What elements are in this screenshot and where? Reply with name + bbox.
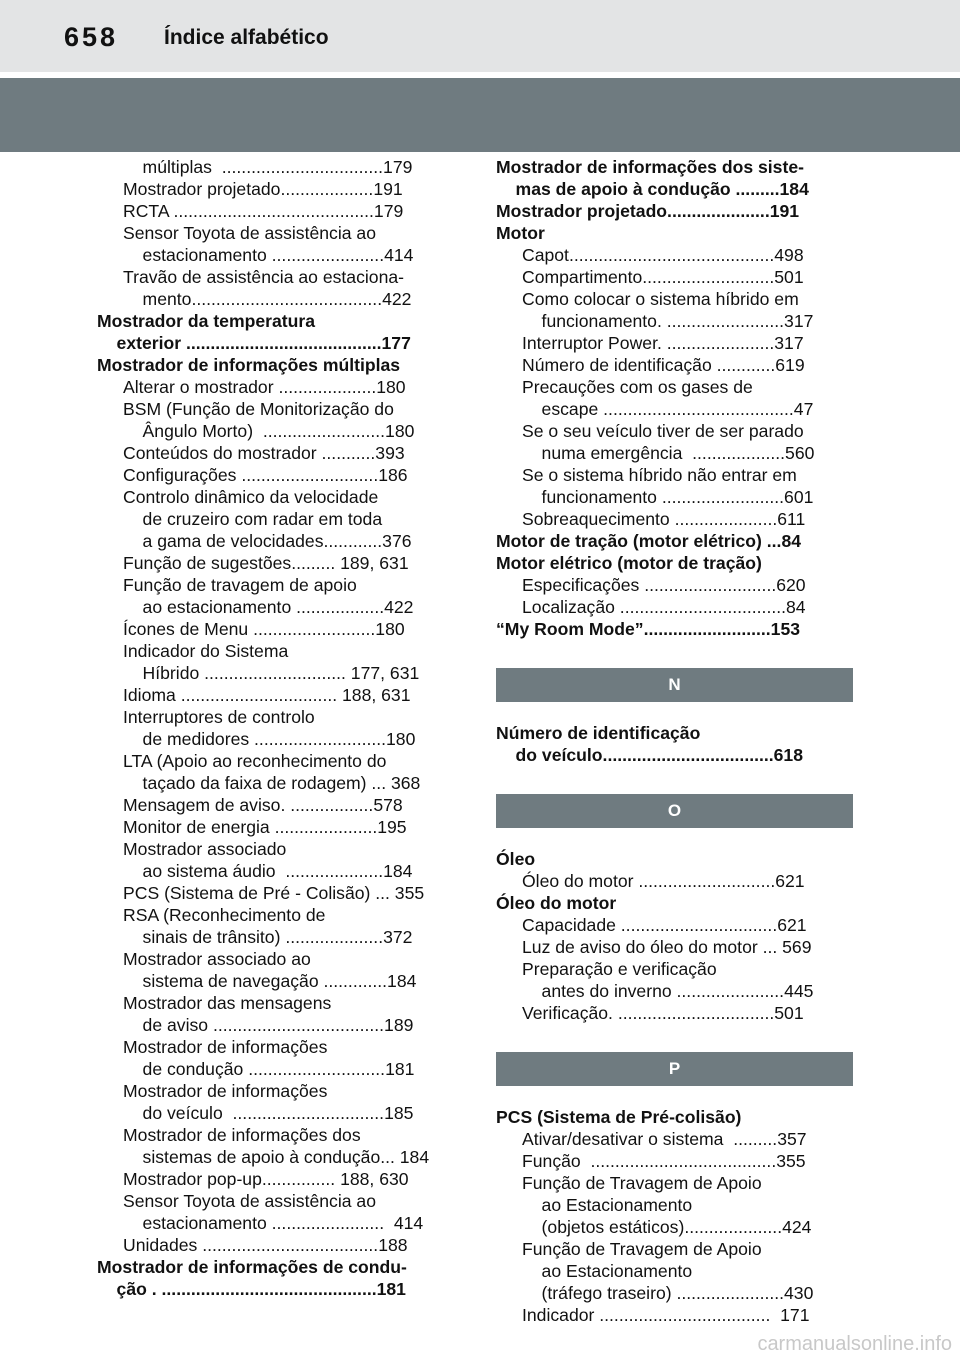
index-line: Mostrador de informações dos	[123, 1125, 361, 1145]
index-subentry	[97, 442, 454, 464]
index-line: ao sistema áudio ....................184	[123, 861, 413, 881]
index-column-left	[97, 156, 454, 1300]
index-line: Configurações ............................186	[123, 465, 408, 485]
index-line: taçado da faixa de rodagem) ... 368	[123, 773, 421, 793]
index-line: estacionamento ....................... 414	[123, 1213, 424, 1233]
index-line: Função de travagem de apoio	[123, 575, 357, 595]
index-line: Mostrador associado	[123, 839, 287, 859]
index-line: ao estacionamento ..................422	[123, 597, 414, 617]
index-line: sinais de trânsito) ....................372	[123, 927, 413, 947]
page-number: 658	[64, 22, 119, 52]
index-line: LTA (Apoio ao reconhecimento do	[123, 751, 387, 771]
index-entry	[496, 200, 853, 222]
index-line: Idioma ................................ 188, 631	[123, 685, 411, 705]
index-line: Capot..........................................498	[522, 245, 804, 265]
index-line: a gama de velocidades............376	[123, 531, 412, 551]
index-subentry	[496, 464, 853, 508]
index-subentry	[97, 552, 454, 574]
index-subentry	[97, 1168, 454, 1190]
index-line: Mostrador de informações	[123, 1037, 328, 1057]
index-line: Se o sistema híbrido não entrar em	[522, 465, 797, 485]
index-line: Função de Travagem de Apoio	[522, 1239, 762, 1259]
index-subentry	[97, 1190, 454, 1234]
index-line: Travão de assistência ao estaciona-	[123, 267, 405, 287]
index-line: Sobreaquecimento .....................611	[522, 509, 806, 529]
index-line: Número de identificação ............619	[522, 355, 805, 375]
index-line: de condução ............................181	[123, 1059, 415, 1079]
index-line: ao Estacionamento	[522, 1195, 693, 1215]
index-entry	[496, 222, 853, 244]
index-subentry	[496, 508, 853, 530]
index-line: Como colocar o sistema híbrido em	[522, 289, 799, 309]
index-line: (objetos estáticos)....................424	[522, 1217, 812, 1237]
index-line: PCS (Sistema de Pré-colisão)	[496, 1107, 742, 1127]
index-line: BSM (Função de Monitorização do	[123, 399, 394, 419]
index-line: Mensagem de aviso. .................578	[123, 795, 403, 815]
index-subentry	[496, 288, 853, 332]
index-line: Interruptor Power. ......................317	[522, 333, 804, 353]
index-subentry	[97, 816, 454, 838]
index-line: “My Room Mode”..........................153	[496, 619, 801, 639]
index-subentry	[496, 574, 853, 596]
index-letter-heading: O	[496, 794, 853, 828]
index-line: Verificação. ................................501	[522, 1003, 804, 1023]
index-line: ção . ............................................181	[97, 1279, 406, 1299]
index-line: Se o seu veículo tiver de ser parado	[522, 421, 804, 441]
index-subentry	[496, 332, 853, 354]
index-line: de aviso ...................................189	[123, 1015, 414, 1035]
index-subentry	[97, 618, 454, 640]
index-line: Função de Travagem de Apoio	[522, 1173, 762, 1193]
index-line: RCTA .........................................179	[123, 201, 404, 221]
section-title: Índice alfabético	[164, 26, 329, 49]
index-subentry	[97, 376, 454, 398]
index-line: Função de sugestões......... 189, 631	[123, 553, 409, 573]
index-line: Luz de aviso do óleo do motor ... 569	[522, 937, 812, 957]
index-line: Sensor Toyota de assistência ao	[123, 223, 376, 243]
index-line: Motor elétrico (motor de tração)	[496, 553, 762, 573]
index-line: mento.......................................422	[123, 289, 412, 309]
index-entry	[97, 310, 454, 354]
index-line: Óleo do motor	[496, 893, 617, 913]
watermark: carmanualsonline.info	[757, 1333, 952, 1355]
index-line: Alterar o mostrador ....................180	[123, 377, 406, 397]
index-subentry	[496, 354, 853, 376]
index-entry	[496, 892, 853, 914]
index-line: Interruptores de controlo	[123, 707, 315, 727]
index-subentry	[97, 156, 454, 178]
index-line: Mostrador da temperatura	[97, 311, 316, 331]
index-line: Ângulo Morto) .........................180	[123, 421, 415, 441]
index-subentry	[97, 1036, 454, 1080]
index-subentry	[496, 1128, 853, 1150]
index-line: Indicador do Sistema	[123, 641, 289, 661]
index-line: sistemas de apoio à condução... 184	[123, 1147, 430, 1167]
index-line: (tráfego traseiro) ......................430	[522, 1283, 814, 1303]
index-line: Mostrador de informações de condu-	[97, 1257, 407, 1277]
index-line: Controlo dinâmico da velocidade	[123, 487, 379, 507]
index-line: Ativar/desativar o sistema .........357	[522, 1129, 807, 1149]
index-entry	[496, 618, 853, 640]
index-entry	[97, 1256, 454, 1300]
index-line: Número de identificação	[496, 723, 701, 743]
index-subentry	[97, 574, 454, 618]
index-line: do veículo...................................618	[496, 745, 803, 765]
index-line: Conteúdos do mostrador ...........393	[123, 443, 405, 463]
index-line: funcionamento .........................601	[522, 487, 814, 507]
index-line: numa emergência ...................560	[522, 443, 815, 463]
index-line: Motor	[496, 223, 545, 243]
index-subentry	[97, 178, 454, 200]
index-subentry	[97, 1234, 454, 1256]
index-line: Preparação e verificação	[522, 959, 717, 979]
index-line: Sensor Toyota de assistência ao	[123, 1191, 376, 1211]
index-line: Precauções com os gases de	[522, 377, 753, 397]
index-line: mas de apoio à condução .........184	[496, 179, 809, 199]
index-entry	[496, 530, 853, 552]
index-subentry	[496, 596, 853, 618]
index-line: múltiplas .................................179	[123, 157, 413, 177]
index-line: Óleo do motor ............................621	[522, 871, 805, 891]
index-entry	[97, 354, 454, 376]
index-line: Mostrador associado ao	[123, 949, 311, 969]
index-subentry	[496, 936, 853, 958]
index-line: Unidades ....................................188	[123, 1235, 408, 1255]
chapter-banner	[0, 78, 960, 152]
index-subentry	[496, 420, 853, 464]
index-subentry	[97, 794, 454, 816]
index-subentry	[97, 948, 454, 992]
index-subentry	[97, 266, 454, 310]
index-line: Mostrador de informações múltiplas	[97, 355, 401, 375]
index-subentry	[496, 1304, 853, 1326]
index-line: de cruzeiro com radar em toda	[123, 509, 383, 529]
index-line: Mostrador das mensagens	[123, 993, 332, 1013]
index-subentry	[496, 1150, 853, 1172]
index-line: Mostrador projetado.....................191	[496, 201, 800, 221]
index-line: exterior ........................................177	[97, 333, 411, 353]
index-subentry	[97, 750, 454, 794]
index-line: funcionamento. ........................317	[522, 311, 814, 331]
index-column-right	[496, 156, 853, 1326]
index-line: Indicador ................................... 171	[522, 1305, 810, 1325]
index-subentry	[97, 464, 454, 486]
index-line: Motor de tração (motor elétrico) ...84	[496, 531, 802, 551]
index-subentry	[496, 1238, 853, 1304]
index-entry	[496, 848, 853, 870]
header-bar	[0, 0, 960, 72]
index-subentry	[496, 244, 853, 266]
index-line: Mostrador pop-up............... 188, 630	[123, 1169, 409, 1189]
index-letter-heading: N	[496, 668, 853, 702]
index-line: do veículo ...............................185	[123, 1103, 414, 1123]
index-line: Híbrido ............................. 177, 631	[123, 663, 420, 683]
index-subentry	[496, 266, 853, 288]
index-subentry	[97, 640, 454, 684]
index-subentry	[97, 992, 454, 1036]
index-subentry	[496, 958, 853, 1002]
index-line: Compartimento...........................501	[522, 267, 804, 287]
index-subentry	[97, 486, 454, 552]
index-subentry	[496, 1002, 853, 1024]
index-line: Mostrador projetado...................191	[123, 179, 403, 199]
index-subentry	[97, 398, 454, 442]
index-subentry	[97, 222, 454, 266]
index-line: Especificações ...........................620	[522, 575, 806, 595]
index-line: Óleo	[496, 849, 536, 869]
index-subentry	[97, 706, 454, 750]
index-line: ao Estacionamento	[522, 1261, 693, 1281]
index-line: de medidores ...........................180	[123, 729, 416, 749]
index-entry	[496, 552, 853, 574]
index-line: PCS (Sistema de Pré - Colisão) ... 355	[123, 883, 425, 903]
index-line: Ícones de Menu .........................180	[123, 619, 405, 639]
index-subentry	[97, 1080, 454, 1124]
index-line: antes do inverno ......................445	[522, 981, 814, 1001]
index-line: escape .......................................47	[522, 399, 814, 419]
index-subentry	[97, 200, 454, 222]
index-subentry	[496, 1172, 853, 1238]
index-entry	[496, 722, 853, 766]
index-line: Função ......................................355	[522, 1151, 806, 1171]
index-letter-heading: P	[496, 1052, 853, 1086]
index-subentry	[496, 870, 853, 892]
index-subentry	[97, 1124, 454, 1168]
index-subentry	[496, 914, 853, 936]
index-line: sistema de navegação .............184	[123, 971, 417, 991]
index-entry	[496, 156, 853, 200]
index-subentry	[496, 376, 853, 420]
index-line: RSA (Reconhecimento de	[123, 905, 326, 925]
index-line: Localização ..................................84	[522, 597, 806, 617]
index-line: Monitor de energia .....................195	[123, 817, 407, 837]
index-line: Mostrador de informações	[123, 1081, 328, 1101]
index-subentry	[97, 882, 454, 904]
index-subentry	[97, 904, 454, 948]
index-line: Capacidade ................................621	[522, 915, 807, 935]
index-entry	[496, 1106, 853, 1128]
index-subentry	[97, 838, 454, 882]
index-line: Mostrador de informações dos siste-	[496, 157, 804, 177]
index-line: estacionamento .......................414	[123, 245, 414, 265]
index-subentry	[97, 684, 454, 706]
